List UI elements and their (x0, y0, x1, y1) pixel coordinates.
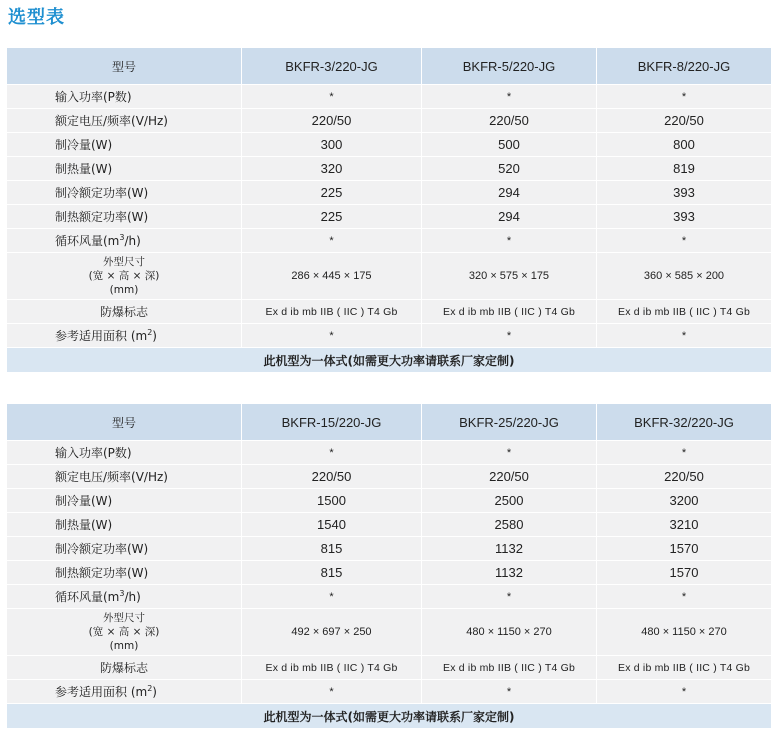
table-cell: 3210 (597, 513, 772, 537)
table-header-row (7, 48, 772, 85)
row-label: 制冷额定功率(W) (7, 181, 242, 205)
table-cell: Ex d ib mb IIB ( IIC ) T4 Gb (422, 300, 597, 324)
table-cell: * (422, 324, 597, 348)
table-row (7, 157, 772, 181)
table-cell: 1540 (242, 513, 422, 537)
label-line: (mm) (109, 284, 139, 296)
table-note-row (7, 348, 772, 373)
page-title: 选型表 (8, 7, 65, 28)
row-label: 制热额定功率(W) (7, 561, 242, 585)
table-cell: 1500 (242, 489, 422, 513)
table-cell: 360 × 585 × 200 (597, 253, 772, 300)
table-row (7, 205, 772, 229)
row-label (7, 680, 242, 704)
table-cell: * (597, 229, 772, 253)
table-cell: * (242, 680, 422, 704)
table-cell: 220/50 (597, 109, 772, 133)
table-row (7, 680, 772, 704)
table-cell: 815 (242, 537, 422, 561)
table-cell: 320 (242, 157, 422, 181)
label-text: ) (152, 329, 157, 343)
row-label: 制冷量(W) (7, 133, 242, 157)
row-label (7, 229, 242, 253)
label-line: 外型尺寸 (103, 612, 145, 624)
table-cell: 393 (597, 205, 772, 229)
label-line: 外型尺寸 (103, 256, 145, 268)
table-cell: Ex d ib mb IIB ( IIC ) T4 Gb (597, 656, 772, 680)
table-cell: * (422, 441, 597, 465)
row-label: 制热额定功率(W) (7, 205, 242, 229)
table-cell: 1132 (422, 537, 597, 561)
table-row (7, 561, 772, 585)
superscript: 3 (119, 233, 125, 242)
table-row (7, 465, 772, 489)
table-cell: 294 (422, 205, 597, 229)
table-row (7, 537, 772, 561)
model-name: BKFR-15/220-JG (242, 404, 422, 441)
table-cell: * (422, 585, 597, 609)
model-name: BKFR-5/220-JG (422, 48, 597, 85)
table-cell: 225 (242, 181, 422, 205)
table-row (7, 513, 772, 537)
row-label: 额定电压/频率(V/Hz) (7, 109, 242, 133)
table-cell: 800 (597, 133, 772, 157)
table-cell: 393 (597, 181, 772, 205)
table-cell: 294 (422, 181, 597, 205)
table-cell: 320 × 575 × 175 (422, 253, 597, 300)
table-note: 此机型为一体式(如需更大功率请联系厂家定制) (7, 348, 772, 373)
table-cell: * (242, 85, 422, 109)
table-cell: * (597, 585, 772, 609)
table-row (7, 253, 772, 300)
table-row (7, 229, 772, 253)
table-cell: * (242, 441, 422, 465)
table-cell: 3200 (597, 489, 772, 513)
table-header-row (7, 404, 772, 441)
model-name: BKFR-8/220-JG (597, 48, 772, 85)
label-text: 参考适用面积 (m (55, 329, 148, 343)
table-cell: * (242, 229, 422, 253)
label-text: 循环风量(m (55, 234, 120, 248)
row-label (7, 253, 242, 300)
table-cell: * (422, 680, 597, 704)
row-label: 输入功率(P数) (7, 85, 242, 109)
table-cell: 1132 (422, 561, 597, 585)
table-cell: 520 (422, 157, 597, 181)
label-line: (宽 × 高 × 深) (88, 626, 160, 638)
table-row (7, 441, 772, 465)
label-text: /h) (124, 590, 141, 604)
table-cell: 300 (242, 133, 422, 157)
table-cell: * (597, 680, 772, 704)
table-cell: Ex d ib mb IIB ( IIC ) T4 Gb (242, 656, 422, 680)
table-cell: 225 (242, 205, 422, 229)
table-cell: 220/50 (242, 109, 422, 133)
table-cell: 220/50 (242, 465, 422, 489)
table-cell: 220/50 (597, 465, 772, 489)
table-cell: 500 (422, 133, 597, 157)
model-name: BKFR-3/220-JG (242, 48, 422, 85)
table-cell: Ex d ib mb IIB ( IIC ) T4 Gb (242, 300, 422, 324)
table-row (7, 85, 772, 109)
table-row (7, 133, 772, 157)
table-cell: 2500 (422, 489, 597, 513)
row-label: 制冷额定功率(W) (7, 537, 242, 561)
table-cell: 220/50 (422, 465, 597, 489)
row-label: 制热量(W) (7, 157, 242, 181)
table-note: 此机型为一体式(如需更大功率请联系厂家定制) (7, 704, 772, 729)
row-label: 额定电压/频率(V/Hz) (7, 465, 242, 489)
table-cell: * (597, 85, 772, 109)
table-cell: 1570 (597, 537, 772, 561)
label-line: (宽 × 高 × 深) (88, 270, 160, 282)
table-cell: 1570 (597, 561, 772, 585)
model-header-cell: 型号 (7, 404, 242, 441)
superscript: 3 (119, 589, 125, 598)
row-label: 制热量(W) (7, 513, 242, 537)
table-row (7, 109, 772, 133)
superscript: 2 (147, 684, 153, 693)
row-label: 输入功率(P数) (7, 441, 242, 465)
table-cell: 815 (242, 561, 422, 585)
row-label (7, 585, 242, 609)
label-line: (mm) (109, 640, 139, 652)
table-cell: * (422, 229, 597, 253)
row-label (7, 324, 242, 348)
label-text: 参考适用面积 (m (55, 685, 148, 699)
table-cell: * (597, 324, 772, 348)
spec-table-2 (6, 403, 772, 729)
table-cell: * (242, 585, 422, 609)
table-cell: 286 × 445 × 175 (242, 253, 422, 300)
table-cell: * (242, 324, 422, 348)
model-name: BKFR-32/220-JG (597, 404, 772, 441)
table-cell: * (597, 441, 772, 465)
table-cell: 2580 (422, 513, 597, 537)
row-label: 防爆标志 (7, 300, 242, 324)
table-note-row (7, 704, 772, 729)
label-text: 循环风量(m (55, 590, 120, 604)
label-text: ) (152, 685, 157, 699)
table-cell: Ex d ib mb IIB ( IIC ) T4 Gb (597, 300, 772, 324)
table-cell: Ex d ib mb IIB ( IIC ) T4 Gb (422, 656, 597, 680)
table-row (7, 656, 772, 680)
row-label (7, 609, 242, 656)
model-name: BKFR-25/220-JG (422, 404, 597, 441)
model-header-cell: 型号 (7, 48, 242, 85)
row-label: 防爆标志 (7, 656, 242, 680)
label-text: /h) (124, 234, 141, 248)
spec-table-1 (6, 47, 772, 373)
table-cell: 220/50 (422, 109, 597, 133)
superscript: 2 (147, 328, 153, 337)
table-cell: 819 (597, 157, 772, 181)
table-cell: * (422, 85, 597, 109)
table-cell: 480 × 1150 × 270 (422, 609, 597, 656)
table-row (7, 324, 772, 348)
table-row (7, 585, 772, 609)
table-row (7, 489, 772, 513)
table-cell: 480 × 1150 × 270 (597, 609, 772, 656)
row-label: 制冷量(W) (7, 489, 242, 513)
table-cell: 492 × 697 × 250 (242, 609, 422, 656)
table-row (7, 609, 772, 656)
table-row (7, 300, 772, 324)
table-row (7, 181, 772, 205)
